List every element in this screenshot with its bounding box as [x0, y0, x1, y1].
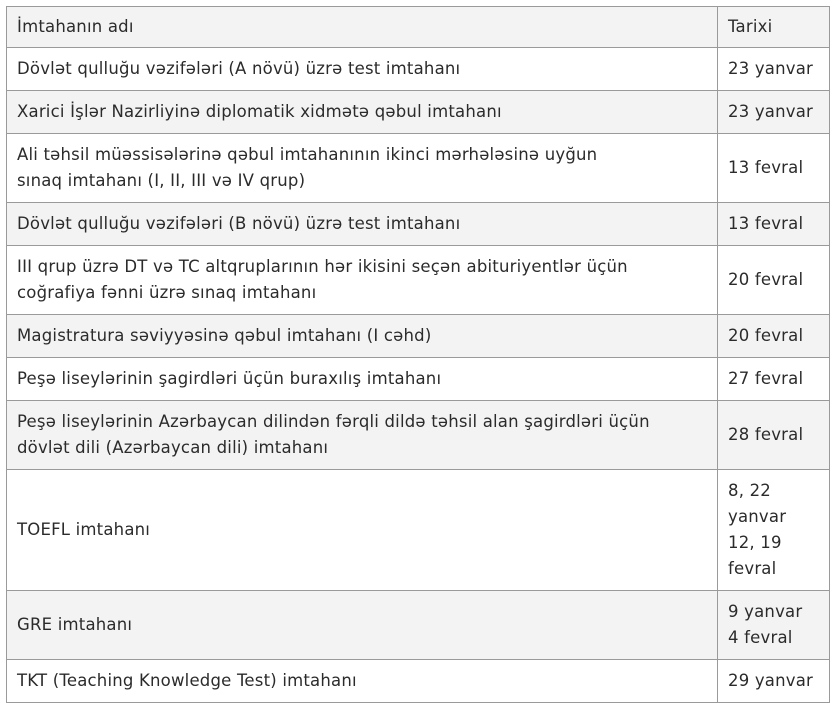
- exam-date-cell: [718, 91, 830, 134]
- exam-name-line: Magistratura səviyyəsinə qəbul imtahanı (I cəhd): [17, 326, 432, 345]
- exam-name-cell: [7, 203, 718, 246]
- exam-date-cell: [718, 591, 830, 660]
- exam-date-cell: [718, 470, 830, 591]
- exam-name-line: Dövlət qulluğu vəzifələri (B növü) üzrə test imtahanı: [17, 214, 461, 233]
- exam-date-line: fevral: [728, 559, 777, 578]
- exam-date-line: 20 fevral: [728, 270, 804, 289]
- exam-name-line: III qrup üzrə DT və TC altqruplarının hər ikisini seçən abituriyentlər üçün: [17, 257, 628, 276]
- exam-date-cell: [718, 246, 830, 315]
- table-row: [7, 48, 830, 91]
- exam-name-line: Xarici İşlər Nazirliyinə diplomatik xidmətə qəbul imtahanı: [17, 102, 502, 121]
- table-row: [7, 203, 830, 246]
- exam-name-line: Peşə liseylərinin Azərbaycan dilindən fərqli dildə təhsil alan şagirdləri üçün: [17, 412, 650, 431]
- table-row: [7, 134, 830, 203]
- exam-name-line: Dövlət qulluğu vəzifələri (A növü) üzrə test imtahanı: [17, 59, 461, 78]
- table-header-row: [7, 7, 830, 48]
- exam-name-cell: [7, 470, 718, 591]
- exam-name-cell: [7, 660, 718, 703]
- exam-name-line: coğrafiya fənni üzrə sınaq imtahanı: [17, 283, 317, 302]
- exam-name-cell: [7, 246, 718, 315]
- exam-name-line: dövlət dili (Azərbaycan dili) imtahanı: [17, 438, 329, 457]
- exam-date-line: 23 yanvar: [728, 59, 814, 78]
- exam-name-cell: [7, 591, 718, 660]
- table-row: [7, 401, 830, 470]
- exam-date-cell: [718, 203, 830, 246]
- exam-name-line: TKT (Teaching Knowledge Test) imtahanı: [17, 671, 357, 690]
- exam-date-line: 12, 19: [728, 533, 782, 552]
- exam-name-line: sınaq imtahanı (I, II, III və IV qrup): [17, 171, 306, 190]
- exam-date-cell: [718, 134, 830, 203]
- table-row: [7, 315, 830, 358]
- exam-date-line: 8, 22: [728, 481, 771, 500]
- table-row: [7, 591, 830, 660]
- exam-date-line: 20 fevral: [728, 326, 804, 345]
- exam-date-line: 13 fevral: [728, 158, 804, 177]
- exam-date-cell: [718, 48, 830, 91]
- table-row: [7, 470, 830, 591]
- exam-date-line: 23 yanvar: [728, 102, 814, 121]
- exam-name-line: Peşə liseylərinin şagirdləri üçün buraxılış imtahanı: [17, 369, 442, 388]
- exam-schedule-table: [6, 6, 830, 703]
- exam-name-cell: [7, 134, 718, 203]
- exam-date-line: 9 yanvar: [728, 602, 803, 621]
- exam-name-cell: [7, 401, 718, 470]
- table-row: [7, 246, 830, 315]
- exam-name-cell: [7, 315, 718, 358]
- exam-date-cell: [718, 315, 830, 358]
- table-row: [7, 358, 830, 401]
- table-row: [7, 91, 830, 134]
- exam-date-line: 29 yanvar: [728, 671, 814, 690]
- table-body: [7, 7, 830, 703]
- exam-date-line: 4 fevral: [728, 628, 793, 647]
- exam-name-cell: [7, 48, 718, 91]
- exam-name-line: TOEFL imtahanı: [17, 520, 151, 539]
- header-exam-name: İmtahanın adı: [7, 7, 718, 48]
- exam-name-line: Ali təhsil müəssisələrinə qəbul imtahanının ikinci mərhələsinə uyğun: [17, 145, 598, 164]
- exam-date-line: yanvar: [728, 507, 787, 526]
- exam-date-line: 28 fevral: [728, 425, 804, 444]
- header-date: Tarixi: [718, 7, 830, 48]
- exam-date-line: 27 fevral: [728, 369, 804, 388]
- exam-date-cell: [718, 358, 830, 401]
- exam-date-cell: [718, 401, 830, 470]
- exam-name-line: GRE imtahanı: [17, 615, 133, 634]
- exam-date-line: 13 fevral: [728, 214, 804, 233]
- table-row: [7, 660, 830, 703]
- exam-name-cell: [7, 358, 718, 401]
- exam-name-cell: [7, 91, 718, 134]
- exam-date-cell: [718, 660, 830, 703]
